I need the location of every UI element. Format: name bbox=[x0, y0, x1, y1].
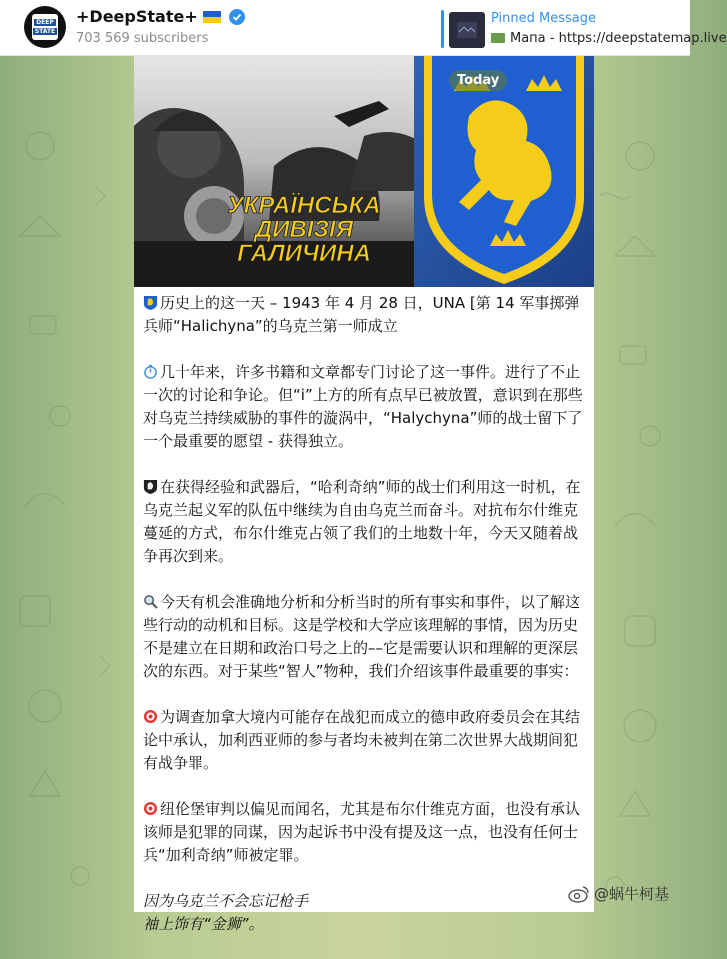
weibo-icon bbox=[568, 885, 590, 903]
paragraph-5 bbox=[143, 706, 588, 775]
map-thumbnail-icon bbox=[455, 18, 479, 42]
stopwatch-icon bbox=[143, 364, 158, 379]
closing-line-1: 因为乌克兰不会忘记枪手 bbox=[143, 892, 309, 910]
paragraph-1 bbox=[143, 292, 588, 338]
lion-shield-icon bbox=[143, 479, 158, 494]
closing-line-2: 袖上饰有“金狮”。 bbox=[143, 915, 264, 933]
channel-avatar[interactable] bbox=[24, 6, 66, 48]
avatar-text-top: DEEP bbox=[36, 19, 54, 26]
paragraph-3 bbox=[143, 476, 588, 568]
map-icon bbox=[491, 33, 505, 43]
pinned-title[interactable]: Pinned Message bbox=[491, 11, 597, 26]
pinned-text[interactable] bbox=[491, 31, 727, 46]
banner-line-1: УКРАЇНСЬКА bbox=[227, 192, 381, 219]
message-bubble bbox=[134, 56, 594, 933]
banner-line-3: ГАЛИЧИНА bbox=[237, 240, 371, 267]
deepstate-logo bbox=[32, 14, 58, 40]
subscriber-count: 703 569 subscribers bbox=[76, 31, 209, 46]
paragraph-6-text: 纽伦堡审判以偏见而闻名，尤其是布尔什维克方面，也没有承认该师是犯罪的同谋，因为起诉书中没有提及这一点，也没有任何士兵“加利奇纳”师被定罪。 bbox=[143, 800, 581, 864]
channel-header bbox=[0, 0, 727, 56]
paragraph-6 bbox=[143, 798, 588, 867]
ukraine-flag-icon bbox=[203, 11, 221, 23]
pinned-thumbnail[interactable] bbox=[449, 12, 485, 48]
pinned-text-value: Мапа - https://deepstatemap.live bbox=[510, 31, 727, 46]
paragraph-1-text: 历史上的这一天 – 1943 年 4 月 28 日，UNA [第 14 军事掷弹兵师“Halichyna”的乌克兰第一师成立 bbox=[143, 294, 580, 335]
verified-icon bbox=[229, 9, 245, 25]
channel-name: +DeepState+ bbox=[76, 7, 198, 26]
channel-title[interactable] bbox=[76, 7, 245, 26]
paragraph-3-text: 在获得经验和武器后，“哈利奇纳”师的战士们利用这一时机，在乌克兰起义军的队伍中继续为自由乌克兰而奋斗。对抗布尔什维克蔓延的方式，布尔什维克占领了我们的土地数十年，今天又随着战争再次到来。 bbox=[143, 478, 581, 565]
message-text bbox=[143, 292, 588, 959]
avatar-text-bottom: STATE bbox=[34, 28, 56, 35]
watermark-text: @蜗牛柯基 bbox=[594, 885, 670, 903]
paragraph-4 bbox=[143, 591, 588, 683]
date-badge: Today bbox=[449, 70, 507, 91]
target-icon bbox=[143, 801, 158, 816]
paragraph-5-text: 为调查加拿大境内可能存在战犯而成立的德申政府委员会在其结论中承认，加利西亚师的参与者均未被判在第二次世界大战期间犯有战争罪。 bbox=[143, 708, 581, 772]
banner-line-2: ДИВІЗІЯ bbox=[254, 216, 354, 243]
weibo-watermark bbox=[568, 883, 669, 904]
paragraph-2 bbox=[143, 361, 588, 453]
closing-paragraph bbox=[143, 890, 588, 936]
magnifier-icon bbox=[143, 594, 158, 609]
paragraph-2-text: 几十年来，许多书籍和文章都专门讨论了这一事件。进行了不止一次的讨论和争论。但“i”上方的所有点早已被放置，意识到在那些对乌克兰持续威胁的事件的漩涡中，“Halychyna”师的战士留下了一个最重要的愿望 - 获得独立。 bbox=[143, 363, 583, 450]
paragraph-4-text: 今天有机会准确地分析和分析当时的所有事实和事件，以了解这些行动的动机和目标。这是学校和大学应该理解的事情，因为历史不是建立在日期和政治口号之上的––它是需要认识和理解的更深层次的东西。对于某些“智人”物种，我们介绍该事件最重要的事实： bbox=[143, 593, 581, 680]
lion-shield-icon bbox=[143, 295, 158, 310]
pinned-indicator bbox=[441, 10, 444, 48]
message-banner-image[interactable] bbox=[134, 56, 594, 287]
target-icon bbox=[143, 709, 158, 724]
